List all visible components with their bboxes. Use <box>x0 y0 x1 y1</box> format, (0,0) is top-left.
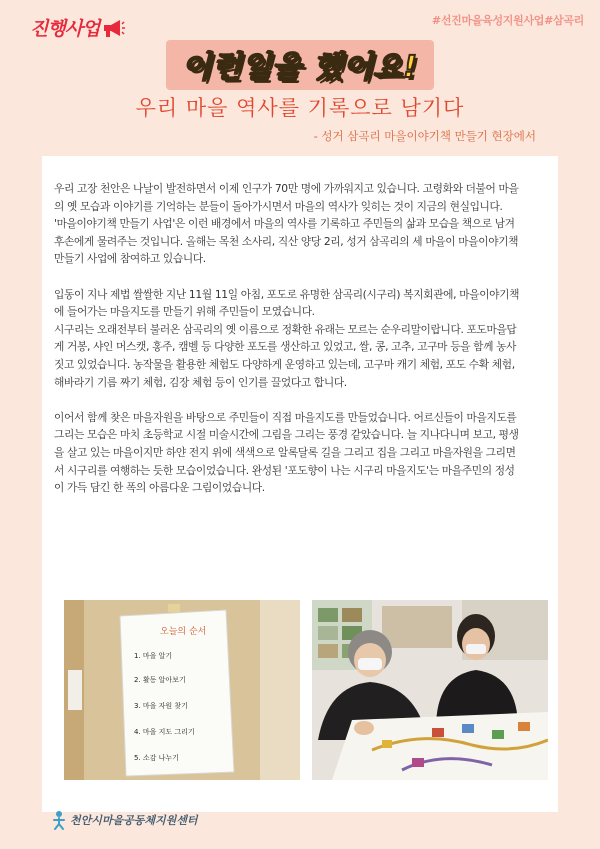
text-line: 짓고 있었습니다. 농작물을 활용한 체험도 다양하게 운영하고 있는데, 고구마 캐기 체험, 포도 수확 체험, <box>54 357 515 371</box>
chart-heading: 오늘의 순서 <box>160 627 207 637</box>
text-line: 해바라기 기름 짜기 체험, 김장 체험 등이 인기를 끌었다고 합니다. <box>54 375 347 389</box>
section-badge-label: 진행사업 <box>30 18 100 40</box>
text-line: 우리 고장 천안은 나날이 발전하면서 이제 인구가 70만 명에 가까워지고 있습니다. 고령화와 더불어 마을 <box>54 182 519 195</box>
text-line: 의 옛 모습과 이야기를 기억하는 분들이 돌아가시면서 마을의 역사가 잊히는 것이 지금의 현실입니다. <box>54 199 503 213</box>
text-line: 을 살고 있는 마을이지만 하얀 전지 위에 색색으로 알록달록 길을 그리고 집을 그리고 마을자원을 그리면 <box>54 445 516 459</box>
chart-step: 2. 활동 알아보기 <box>134 676 186 684</box>
chart-step: 3. 마을 자원 찾기 <box>134 702 188 710</box>
text-line: 그리는 모습은 마치 초등학교 시절 미술시간에 그림을 그리는 풍경 같았습니다. 늘 지나다니며 보고, 평생 <box>54 428 519 442</box>
text-line: 이 가득 담긴 한 폭의 아름다운 그림이었습니다. <box>54 481 265 495</box>
text-line: 입동이 지나 제법 쌀쌀한 지난 11월 11일 아침, 포도로 유명한 삼곡리(시구리) 복지회관에, 마을이야기책 <box>54 287 520 301</box>
text-line: 만들기 사업에 참여하고 있습니다. <box>54 252 206 266</box>
chart-step: 1. 마을 알기 <box>134 652 173 660</box>
paragraph-3 <box>54 409 548 497</box>
text-line: '마을이야기책 만들기 사업'은 이런 배경에서 마을의 역사를 기록하고 주민들의 삶과 모습을 책으로 남겨 <box>54 217 515 231</box>
chart-step: 5. 소감 나누기 <box>134 754 179 762</box>
text-line: 에 들어가는 마을지도를 만들기 위해 주민들이 모였습니다. <box>54 305 315 319</box>
person-icon <box>52 810 66 830</box>
headline: 이런일을 했어요! <box>166 40 434 90</box>
photo-schedule-chart <box>64 600 300 780</box>
text-line: 서 시구리를 여행하는 듯한 모습이었습니다. 완성된 '포도향이 나는 시구리 마을지도'는 마을주민의 정성 <box>54 463 515 477</box>
article-source: - 성거 삼곡리 마을이야기책 만들기 현장에서 <box>313 129 536 143</box>
text-line: 후손에게 물려주는 것입니다. 올해는 목천 소사리, 직산 양당 2리, 성거 삼곡리의 세 마을이 마을이야기책 <box>54 234 519 248</box>
article-card <box>42 156 558 812</box>
photo-residents-drawing-map <box>312 600 548 780</box>
chart-step: 4. 마을 지도 그리기 <box>134 728 195 736</box>
paragraph-1 <box>54 180 548 268</box>
footer-logo <box>52 810 198 830</box>
section-badge <box>30 14 125 41</box>
article-title: 우리 마을 역사를 기록으로 남기다 <box>135 96 465 120</box>
footer-org-name: 천안시마을공동체지원센터 <box>70 814 198 827</box>
paragraph-2 <box>54 286 548 392</box>
text-line: 게 거봉, 샤인 머스캣, 홍주, 캠벨 등 다양한 포도를 생산하고 있었고, 쌀, 콩, 고추, 고구마 등을 함께 농사 <box>54 340 517 354</box>
text-line: 시구리는 오래전부터 불러온 삼곡리의 옛 이름으로 정확한 유래는 모르는 순우리말이랍니다. 포도마을답 <box>54 322 517 336</box>
article-body <box>54 180 548 497</box>
text-line: 이어서 함께 찾은 마을자원을 바탕으로 주민들이 직접 마을지도를 만들었습니다. 어르신들이 마을지도를 <box>54 410 517 424</box>
hashtags: #선진마을육성지원사업#삼곡리 <box>431 14 584 27</box>
megaphone-icon <box>101 18 125 38</box>
